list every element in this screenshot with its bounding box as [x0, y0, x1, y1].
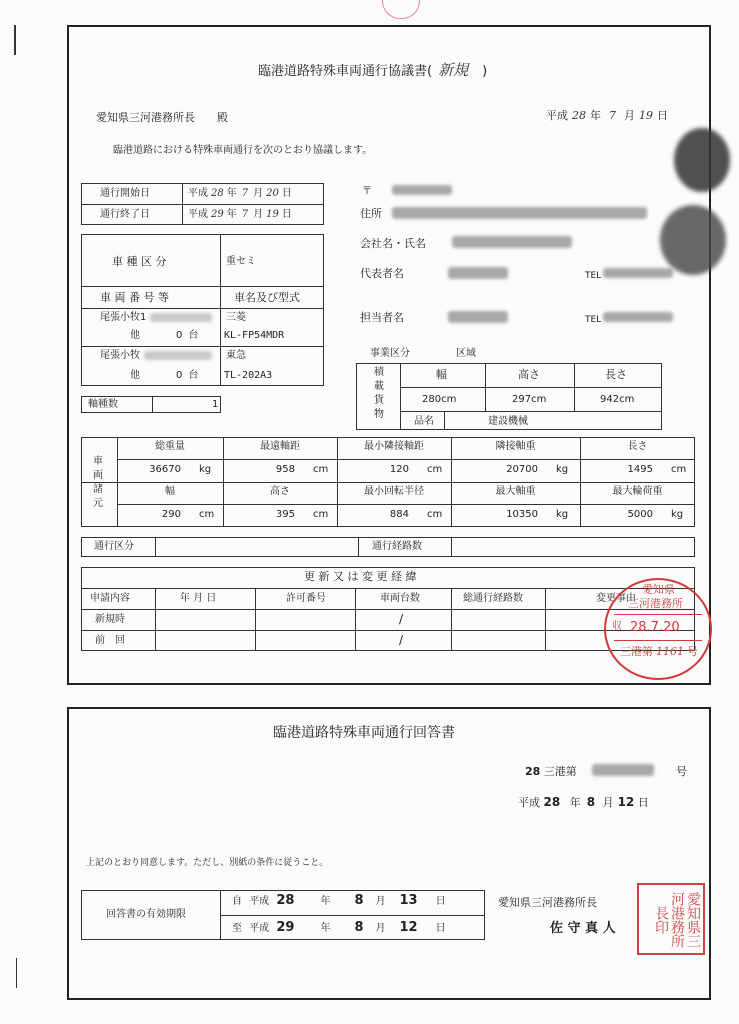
history-title: 更 新 又 は 変 更 経 緯 — [304, 570, 417, 583]
area-label: 区域 — [456, 348, 476, 359]
spec-header: 最大軸重 — [495, 486, 536, 497]
tractor-others: 他 0 台 — [130, 330, 199, 341]
company-redaction — [452, 236, 572, 248]
history-col-application: 申請内容 — [90, 593, 130, 604]
reply-number-redaction — [592, 764, 654, 776]
reply-form — [67, 707, 711, 1000]
spec-value: 395 — [275, 509, 295, 520]
reply-number-suffix: 号 — [676, 765, 687, 778]
spec-header: 最小回転半径 — [364, 486, 424, 497]
spec-unit: cm — [313, 509, 329, 520]
company-label: 会社名・氏名 — [360, 237, 426, 250]
spec-value: 290 — [161, 509, 181, 520]
application-date: 平成 28 年 7 月 19 日 — [546, 109, 668, 122]
consent-text: 上記のとおり同意します。ただし、別紙の条件に従うこと。 — [86, 858, 329, 868]
spec-unit: cm — [313, 464, 329, 475]
office-name: 愛知県三河港務所長 — [498, 896, 597, 909]
history-col-permit: 許可番号 — [286, 593, 326, 604]
end-date-value: 平成 29 年 7 月 19 日 — [188, 209, 292, 220]
specs-side-label: 車両諸元 — [93, 456, 103, 509]
vehicle-type-value: 重セミ — [226, 256, 256, 267]
contact-redaction — [448, 311, 508, 323]
cargo-height-label: 高さ — [518, 368, 540, 381]
tel-label-1: TEL — [585, 271, 602, 281]
history-slash-1: / — [399, 612, 404, 626]
reply-number: 28 三港第 — [525, 765, 577, 778]
intro-text: 臨港道路における特殊車両通行を次のとおり協議します。 — [113, 145, 373, 156]
axle-value: 1 — [212, 399, 219, 410]
cargo-width-value: 280cm — [422, 394, 457, 405]
tel-redaction-1 — [603, 268, 673, 278]
address-label: 住所 — [360, 207, 382, 220]
applicant-seal-2 — [660, 205, 726, 275]
reply-title: 臨港道路特殊車両通行回答書 — [273, 725, 455, 741]
cargo-label: 積載貨物 — [374, 367, 384, 420]
spec-unit: kg — [556, 509, 569, 520]
spec-value: 5000 — [627, 509, 653, 520]
spec-header: 幅 — [165, 486, 175, 497]
director-name: 佐 守 真 人 — [550, 921, 616, 936]
spec-unit: cm — [427, 464, 443, 475]
official-seal: 愛知県三河港務所長印 — [637, 883, 705, 955]
spec-value: 1495 — [627, 464, 653, 475]
spec-header: 隣接軸重 — [495, 441, 536, 452]
trailer-others: 他 0 台 — [130, 370, 199, 381]
applicant-seal-1 — [674, 128, 730, 192]
validity-to: 至 平成 29 年 8 月 12 日 — [232, 920, 446, 935]
address-redaction — [392, 207, 647, 219]
history-row-new: 新規時 — [95, 614, 125, 625]
trailer-maker: 東急 — [226, 350, 246, 361]
cargo-length-value: 942cm — [600, 394, 635, 405]
cargo-length-label: 長さ — [605, 368, 627, 381]
spec-unit: kg — [556, 464, 569, 475]
form-title: 臨港道路特殊車両通行協議書( 新規 ) — [258, 61, 488, 79]
spec-header: 高さ — [270, 486, 290, 497]
addressee: 愛知県三河港務所長 殿 — [96, 111, 228, 124]
receipt-stamp: 愛知県 三河港務所 収 28.7.20 三港第 1161 号 — [604, 578, 712, 680]
top-red-mark — [382, 0, 420, 19]
history-col-vehicles: 車両台数 — [380, 593, 420, 604]
representative-redaction — [448, 267, 508, 279]
scan-mark-left-bottom — [16, 958, 17, 988]
spec-unit: cm — [199, 509, 215, 520]
start-date-label: 通行開始日 — [100, 188, 150, 199]
reply-date: 平成 28 年 8 月 12 日 — [518, 795, 649, 809]
start-date-value: 平成 28 年 7 月 20 日 — [188, 188, 292, 199]
tel-label-2: TEL — [585, 315, 602, 325]
spec-value: 884 — [389, 509, 409, 520]
spec-header: 最遠軸距 — [260, 441, 300, 452]
tel-redaction-2 — [603, 312, 673, 322]
business-label: 事業区分 — [370, 348, 410, 359]
end-date-label: 通行終了日 — [100, 209, 150, 220]
history-col-date: 年 月 日 — [180, 593, 217, 604]
spec-value: 120 — [389, 464, 409, 475]
postal-redaction — [392, 185, 452, 195]
history-slash-2: / — [399, 633, 404, 647]
spec-unit: kg — [199, 464, 212, 475]
pass-class-label: 通行区分 — [94, 541, 134, 552]
spec-header: 総重量 — [155, 441, 185, 452]
trailer-no-redaction — [144, 351, 212, 360]
history-col-routes: 総通行経路数 — [463, 593, 523, 604]
spec-value: 958 — [275, 464, 295, 475]
spec-header: 最小隣接軸距 — [364, 441, 424, 452]
vehicle-type-label: 車 種 区 分 — [112, 255, 167, 268]
spec-value: 20700 — [506, 464, 538, 475]
cargo-item-value: 建設機械 — [488, 416, 528, 427]
spec-value: 36670 — [149, 464, 181, 475]
spec-unit: cm — [427, 509, 443, 520]
representative-label: 代表者名 — [360, 267, 404, 280]
cargo-height-value: 297cm — [512, 394, 547, 405]
vehicle-no-label: 車 両 番 号 等 — [100, 291, 169, 304]
tractor-maker: 三菱 — [226, 312, 246, 323]
tractor-model: KL-FP54MDR — [224, 330, 285, 341]
spec-value: 10350 — [506, 509, 538, 520]
route-count-label: 通行経路数 — [372, 541, 422, 552]
axle-label: 軸種数 — [88, 399, 118, 410]
tractor-number: 尾張小牧1 — [100, 312, 147, 323]
postal-label: 〒 — [362, 186, 372, 197]
trailer-number: 尾張小牧 — [100, 350, 140, 361]
spec-header: 長さ — [627, 441, 648, 452]
history-row-previous: 前 回 — [95, 635, 125, 646]
spec-unit: kg — [671, 509, 684, 520]
cargo-width-label: 幅 — [436, 368, 447, 381]
validity-from: 自 平成 28 年 8 月 13 日 — [232, 893, 446, 908]
spec-header: 最大輪荷重 — [612, 486, 663, 497]
history-col-reason: 変更事由 — [596, 593, 636, 604]
spec-unit: cm — [671, 464, 687, 475]
trailer-model: TL-202A3 — [224, 370, 273, 381]
vehicle-model-label: 車名及び型式 — [234, 291, 300, 304]
contact-label: 担当者名 — [360, 311, 404, 324]
scan-mark-left — [14, 25, 16, 55]
tractor-no-redaction — [150, 313, 212, 322]
cargo-item-label: 品名 — [414, 416, 434, 427]
validity-label: 回答書の有効期限 — [106, 909, 186, 920]
